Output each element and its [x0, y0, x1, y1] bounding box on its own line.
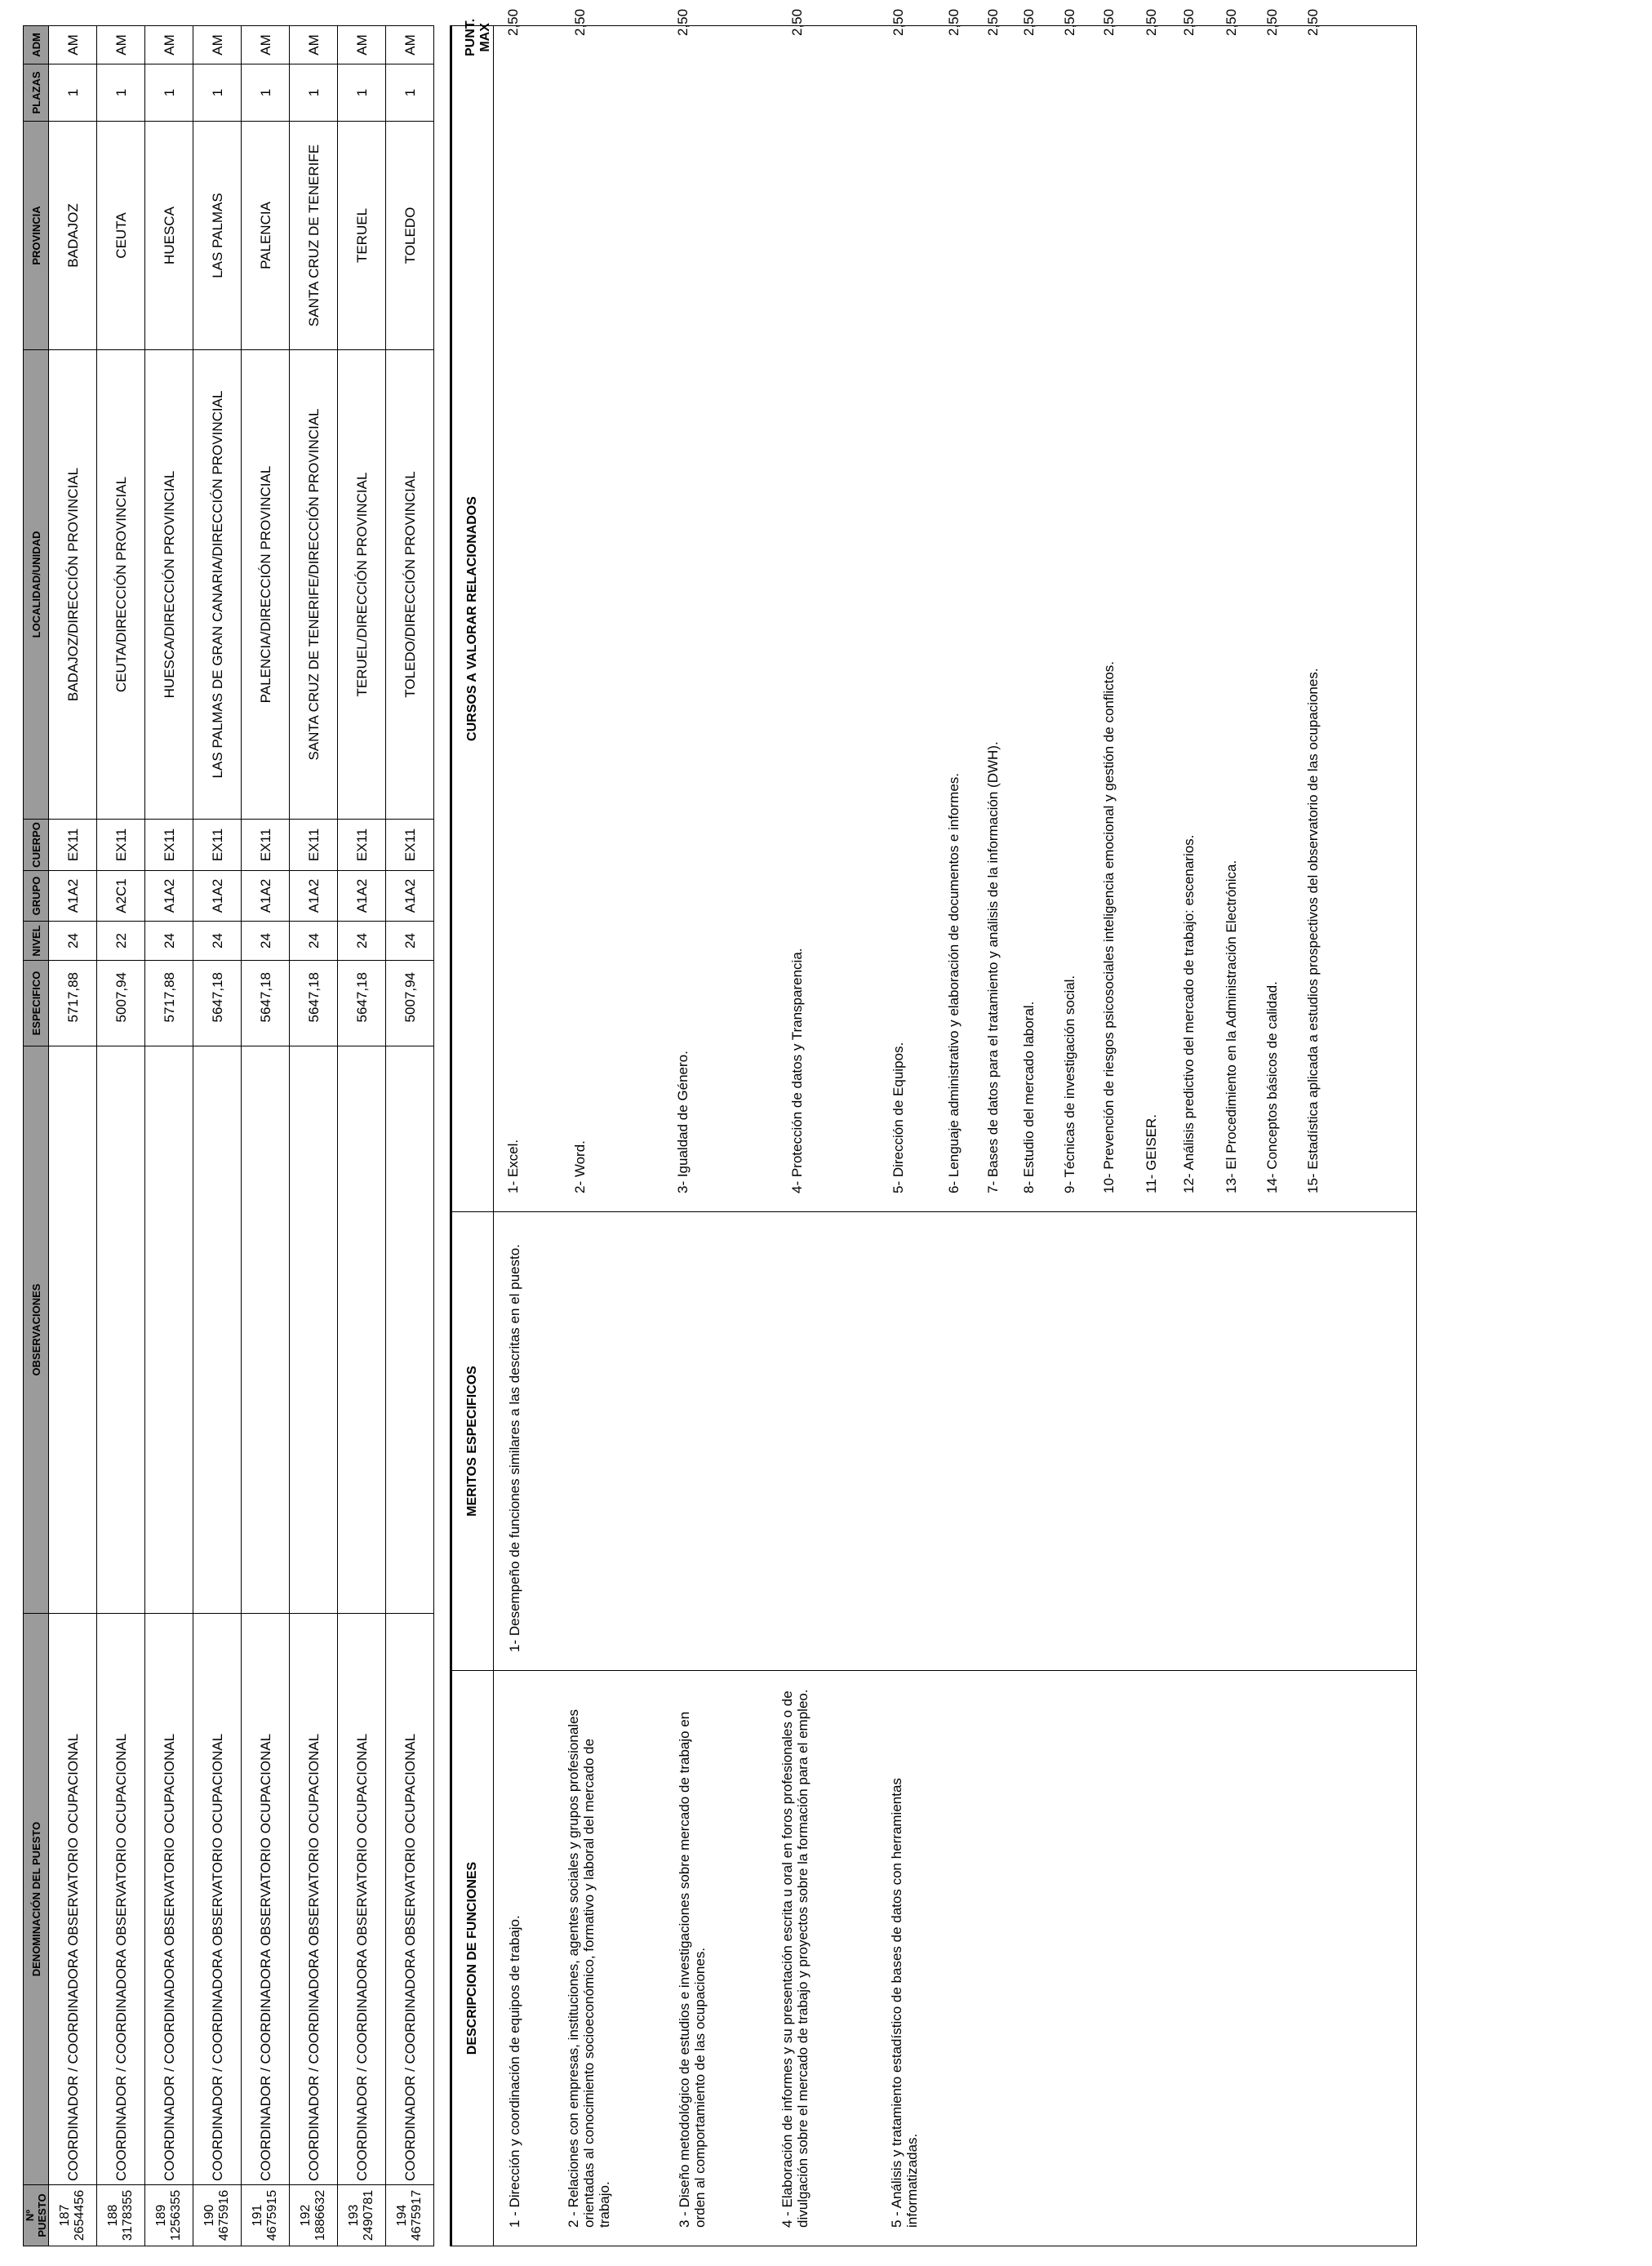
curso-item: 4- Protección de datos y Transparencia.	[789, 948, 805, 1193]
positions-header-row	[24, 26, 49, 2246]
punt-max-header: PUNT. MAX	[464, 18, 492, 56]
details-table	[450, 8, 1417, 2246]
details-header-row	[451, 26, 494, 2246]
cell-cuerpo: EX11	[193, 820, 242, 871]
puesto-number: 188	[106, 2204, 120, 2227]
cell-nivel: 24	[338, 922, 386, 961]
cell-provincia: CEUTA	[97, 122, 145, 350]
header-cuerpo: CUERPO	[24, 820, 49, 871]
cell-adm: AM	[145, 26, 193, 64]
curso-item: 1- Excel.	[505, 1139, 521, 1193]
cell-puesto	[290, 2185, 338, 2246]
header-plazas: PLAZAS	[24, 64, 49, 122]
cell-puesto	[338, 2185, 386, 2246]
cell-plazas: 1	[193, 64, 242, 122]
puesto-code: 4675916	[217, 2189, 231, 2242]
puesto-code: 2490781	[362, 2189, 375, 2242]
cell-nivel: 24	[193, 922, 242, 961]
cell-observaciones	[49, 1046, 97, 1614]
cell-adm: AM	[242, 26, 290, 64]
header-provincia: PROVINCIA	[24, 122, 49, 350]
funcion-item: 3 - Diseño metodológico de estudios e investigaciones sobre mercado de trabajo en orden al comportamiento de las ocupaciones.	[677, 1711, 708, 2228]
cell-observaciones	[145, 1046, 193, 1614]
cell-adm: AM	[290, 26, 338, 64]
curso-item: 7- Bases de datos para el tratamiento y análisis de la información (DWH).	[985, 741, 1001, 1193]
cell-observaciones	[193, 1046, 242, 1614]
cell-puesto	[242, 2185, 290, 2246]
cell-especifico: 5647,18	[242, 961, 290, 1046]
curso-score: 2,50	[1062, 8, 1077, 36]
cursos-cell	[494, 8, 1417, 1212]
cell-nivel: 24	[290, 922, 338, 961]
cell-provincia: HUESCA	[145, 122, 193, 350]
cell-especifico: 5007,94	[97, 961, 145, 1046]
cell-localidad: BADAJOZ/DIRECCIÓN PROVINCIAL	[49, 350, 97, 820]
cell-observaciones	[290, 1046, 338, 1614]
cell-plazas: 1	[386, 64, 434, 122]
header-grupo: GRUPO	[24, 871, 49, 922]
curso-score: 2,50	[1264, 8, 1280, 36]
cell-cuerpo: EX11	[97, 820, 145, 871]
cell-observaciones	[242, 1046, 290, 1614]
cell-puesto	[193, 2185, 242, 2246]
curso-score: 2,50	[1144, 8, 1159, 36]
cell-puesto	[145, 2185, 193, 2246]
cell-localidad: TOLEDO/DIRECCIÓN PROVINCIAL	[386, 350, 434, 820]
cell-localidad: PALENCIA/DIRECCIÓN PROVINCIAL	[242, 350, 290, 820]
puesto-number: 194	[395, 2204, 409, 2227]
cell-localidad: TERUEL/DIRECCIÓN PROVINCIAL	[338, 350, 386, 820]
cell-denominacion: COORDINADOR / COORDINADORA OBSERVATORIO OCUPACIONAL	[49, 1614, 97, 2185]
curso-score: 2,50	[505, 8, 521, 36]
header-denominacion: DENOMINACIÓN DEL PUESTO	[24, 1614, 49, 2185]
puesto-code: 4675915	[265, 2189, 279, 2242]
header-nivel: NIVEL	[24, 922, 49, 961]
table-row	[386, 26, 434, 2246]
cell-cuerpo: EX11	[145, 820, 193, 871]
curso-score: 2,50	[789, 8, 805, 36]
cell-especifico: 5717,88	[145, 961, 193, 1046]
details-body-row	[494, 26, 1417, 2246]
curso-item: 6- Lenguaje administrativo y elaboración de documentos e informes.	[946, 772, 961, 1193]
cell-grupo: A1A2	[242, 871, 290, 922]
puesto-number: 189	[154, 2204, 168, 2227]
table-row	[145, 26, 193, 2246]
curso-item: 13- El Procedimiento en la Administración Electrónica.	[1223, 860, 1239, 1193]
funcion-item: 5 - Análisis y tratamiento estadístico de bases de datos con herramientas informatizadas.	[889, 1778, 920, 2228]
table-row	[290, 26, 338, 2246]
table-row	[193, 26, 242, 2246]
cell-plazas: 1	[242, 64, 290, 122]
cell-denominacion: COORDINADOR / COORDINADORA OBSERVATORIO OCUPACIONAL	[193, 1614, 242, 2185]
curso-item: 14- Conceptos básicos de calidad.	[1264, 981, 1280, 1193]
cell-provincia: LAS PALMAS	[193, 122, 242, 350]
puesto-number: 191	[251, 2204, 264, 2227]
curso-score: 2,50	[1223, 8, 1239, 36]
positions-body	[49, 26, 434, 2246]
cell-localidad: LAS PALMAS DE GRAN CANARIA/DIRECCIÓN PROVINCIAL	[193, 350, 242, 820]
cell-denominacion: COORDINADOR / COORDINADORA OBSERVATORIO OCUPACIONAL	[386, 1614, 434, 2185]
funciones-cell	[494, 1671, 1417, 2246]
puesto-code: 2654456	[73, 2189, 87, 2242]
header-observaciones: OBSERVACIONES	[24, 1046, 49, 1614]
puesto-number: 192	[299, 2204, 313, 2227]
cell-puesto	[49, 2185, 97, 2246]
funcion-item: 4 - Elaboración de informes y su presentación escrita u oral en foros profesionales o de divulgación sobre el mercado de trabajo y proyectos sobre la formación para el empleo.	[779, 1689, 810, 2228]
header-especifico: ESPECIFICO	[24, 961, 49, 1046]
cell-nivel: 24	[145, 922, 193, 961]
cell-denominacion: COORDINADOR / COORDINADORA OBSERVATORIO OCUPACIONAL	[97, 1614, 145, 2185]
cell-grupo: A1A2	[338, 871, 386, 922]
cell-especifico: 5647,18	[193, 961, 242, 1046]
curso-score: 2,50	[890, 8, 906, 36]
cell-especifico: 5717,88	[49, 961, 97, 1046]
cell-observaciones	[338, 1046, 386, 1614]
cell-adm: AM	[386, 26, 434, 64]
cell-plazas: 1	[49, 64, 97, 122]
cell-provincia: TOLEDO	[386, 122, 434, 350]
puesto-number: 187	[58, 2204, 72, 2227]
puesto-code: 1256355	[169, 2189, 183, 2242]
cell-adm: AM	[97, 26, 145, 64]
puesto-number: 193	[347, 2204, 361, 2227]
cell-cuerpo: EX11	[338, 820, 386, 871]
cell-grupo: A1A2	[193, 871, 242, 922]
cell-provincia: PALENCIA	[242, 122, 290, 350]
curso-item: 10- Prevención de riesgos psicosociales inteligencia emocional y gestión de conflictos.	[1101, 660, 1117, 1193]
cursos-header	[451, 18, 494, 1212]
cell-plazas: 1	[290, 64, 338, 122]
cell-especifico: 5647,18	[338, 961, 386, 1046]
cell-grupo: A1A2	[145, 871, 193, 922]
merito-item: 1- Desempeño de funciones similares a las descritas en el puesto.	[507, 1244, 522, 1652]
curso-item: 3- Igualdad de Género.	[675, 1051, 691, 1193]
cell-denominacion: COORDINADOR / COORDINADORA OBSERVATORIO OCUPACIONAL	[290, 1614, 338, 2185]
curso-score: 2,50	[1101, 8, 1117, 36]
cell-adm: AM	[193, 26, 242, 64]
curso-item: 12- Análisis predictivo del mercado de trabajo: escenarios.	[1181, 834, 1197, 1193]
curso-score: 2,50	[572, 8, 588, 36]
cell-denominacion: COORDINADOR / COORDINADORA OBSERVATORIO OCUPACIONAL	[145, 1614, 193, 2185]
cell-adm: AM	[49, 26, 97, 64]
cell-localidad: SANTA CRUZ DE TENERIFE/DIRECCIÓN PROVINCIAL	[290, 350, 338, 820]
cell-especifico: 5007,94	[386, 961, 434, 1046]
curso-score: 2,50	[1305, 8, 1321, 36]
meritos-header: MERITOS ESPECIFICOS	[451, 1212, 494, 1671]
cell-nivel: 24	[242, 922, 290, 961]
cursos-header-label: CURSOS A VALORAR RELACIONADOS	[465, 496, 479, 741]
cell-observaciones	[386, 1046, 434, 1614]
table-row	[338, 26, 386, 2246]
cell-plazas: 1	[145, 64, 193, 122]
cell-plazas: 1	[338, 64, 386, 122]
curso-score: 2,50	[946, 8, 961, 36]
funcion-item: 1 - Dirección y coordinación de equipos de trabajo.	[507, 1915, 522, 2228]
curso-score: 2,50	[985, 8, 1001, 36]
curso-score: 2,50	[675, 8, 691, 36]
curso-item: 5- Dirección de Equipos.	[890, 1042, 906, 1193]
puesto-number: 190	[202, 2204, 216, 2227]
positions-table	[23, 25, 434, 2246]
descripcion-header: DESCRIPCION DE FUNCIONES	[451, 1671, 494, 2246]
cell-grupo: A1A2	[386, 871, 434, 922]
table-row	[242, 26, 290, 2246]
document-sheet	[23, 8, 1451, 2246]
cell-puesto	[386, 2185, 434, 2246]
curso-item: 2- Word.	[572, 1140, 588, 1193]
cell-denominacion: COORDINADOR / COORDINADORA OBSERVATORIO OCUPACIONAL	[338, 1614, 386, 2185]
header-puesto: Nº PUESTO	[24, 2185, 49, 2246]
cell-grupo: A1A2	[290, 871, 338, 922]
cell-cuerpo: EX11	[290, 820, 338, 871]
cell-nivel: 24	[386, 922, 434, 961]
cell-localidad: HUESCA/DIRECCIÓN PROVINCIAL	[145, 350, 193, 820]
cell-cuerpo: EX11	[49, 820, 97, 871]
curso-item: 8- Estudio del mercado laboral.	[1021, 1001, 1037, 1193]
cell-adm: AM	[338, 26, 386, 64]
cell-localidad: CEUTA/DIRECCIÓN PROVINCIAL	[97, 350, 145, 820]
cell-provincia: SANTA CRUZ DE TENERIFE	[290, 122, 338, 350]
cell-nivel: 24	[49, 922, 97, 961]
table-row	[49, 26, 97, 2246]
cell-provincia: BADAJOZ	[49, 122, 97, 350]
curso-item: 11- GEISER.	[1144, 1114, 1159, 1193]
table-row	[97, 26, 145, 2246]
puesto-code: 1886632	[313, 2189, 327, 2242]
cell-nivel: 22	[97, 922, 145, 961]
meritos-cell	[494, 1212, 1417, 1671]
curso-score: 2,50	[1021, 8, 1037, 36]
cell-grupo: A1A2	[49, 871, 97, 922]
cell-cuerpo: EX11	[242, 820, 290, 871]
header-adm: ADM	[24, 26, 49, 64]
cell-denominacion: COORDINADOR / COORDINADORA OBSERVATORIO OCUPACIONAL	[242, 1614, 290, 2185]
curso-item: 9- Técnicas de investigación social.	[1062, 975, 1077, 1193]
puesto-code: 3178355	[121, 2189, 135, 2242]
cell-plazas: 1	[97, 64, 145, 122]
cell-puesto	[97, 2185, 145, 2246]
cell-cuerpo: EX11	[386, 820, 434, 871]
curso-item: 15- Estadística aplicada a estudios prospectivos del observatorio de las ocupaciones.	[1305, 668, 1321, 1193]
cell-especifico: 5647,18	[290, 961, 338, 1046]
funcion-item: 2 - Relaciones con empresas, instituciones, agentes sociales y grupos profesionales orientadas al conocimiento socioeconómico, formativo y laboral del mercado de trabajo.	[566, 1708, 612, 2228]
puesto-code: 4675917	[410, 2189, 424, 2242]
cell-provincia: TERUEL	[338, 122, 386, 350]
cell-observaciones	[97, 1046, 145, 1614]
cell-grupo: A2C1	[97, 871, 145, 922]
curso-score: 2,50	[1181, 8, 1197, 36]
header-localidad: LOCALIDAD/UNIDAD	[24, 350, 49, 820]
